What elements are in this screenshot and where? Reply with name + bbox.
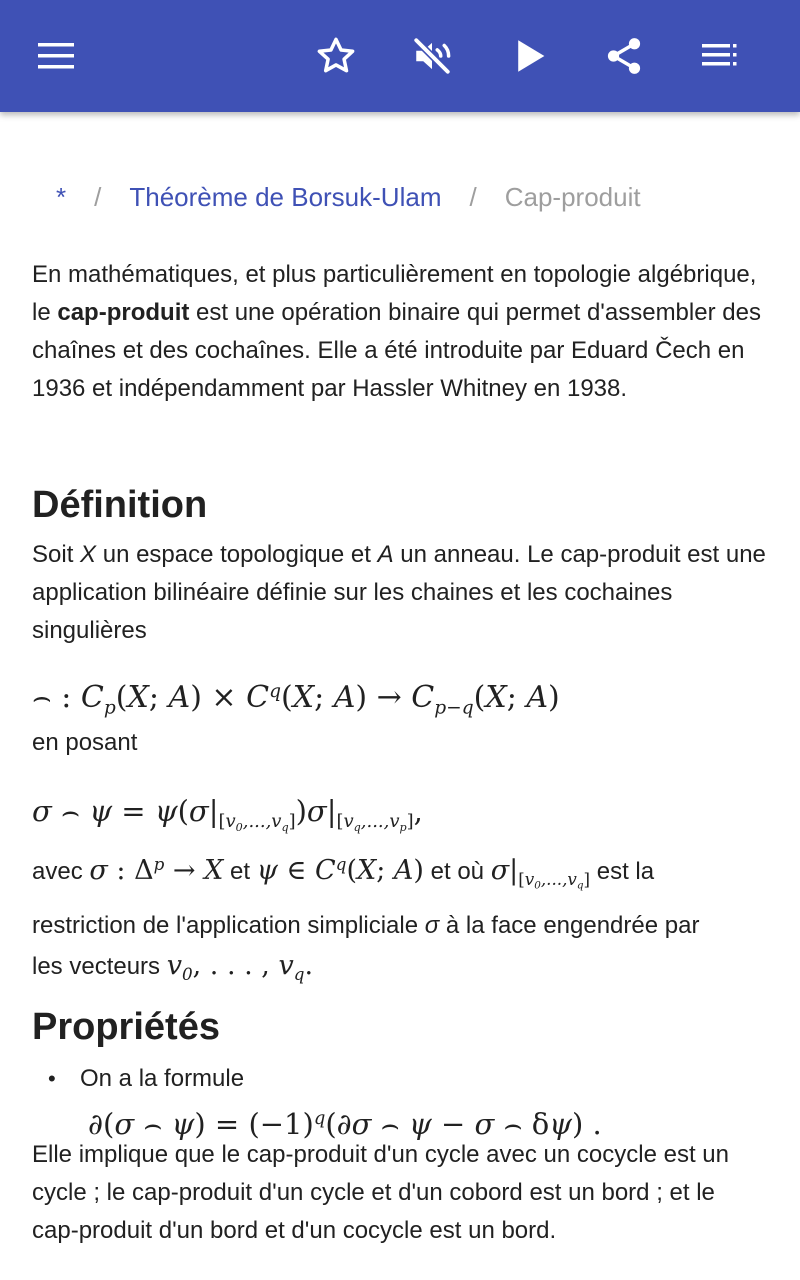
intro-paragraph: En mathématiques, et plus particulièrement en topologie algébrique, le cap-produit est une opération binaire qui permet d'assembler des chaînes et des cochaînes. Elle a été introduite par Eduard Čech en 1936 et indépendamment par Hassler Whitney en 1938. <box>32 261 761 402</box>
breadcrumb-parent-link[interactable]: Théorème de Borsuk-Ulam <box>129 182 442 212</box>
share-button[interactable] <box>596 28 652 84</box>
breadcrumb-separator: / <box>94 182 102 212</box>
properties-list <box>32 1060 768 1143</box>
definition-paragraph: Soit X un espace topologique et A un anneau. Le cap-produit est une application bilinéaire définie sur les chaines et les cochaines singulières <box>32 541 766 644</box>
breadcrumb <box>56 182 641 213</box>
share-icon <box>603 35 645 77</box>
en-posant-text: en posant <box>32 729 138 756</box>
volume-off-icon <box>411 35 453 77</box>
playlist-icon <box>700 41 740 71</box>
cap-product-map-formula: ⌢ : $C_p(X$; $A) \times C^q(X$; $A) \to C_{p-q}(X$; A) <box>32 680 560 719</box>
star-icon <box>315 35 357 77</box>
properties-conclusion-paragraph: Elle implique que le cap-produit d'un cycle avec un cocycle est un cycle ; le cap-produit d'un cycle et d'un cobord est un bord ; et le cap-produit d'un bord et d'un cocycle est un bord. <box>32 1141 729 1244</box>
app-toolbar <box>0 0 800 112</box>
article-content <box>0 112 800 1280</box>
breadcrumb-home-link[interactable]: * <box>56 182 67 212</box>
term-cap-produit: cap-produit <box>57 299 190 326</box>
menu-button[interactable] <box>28 28 84 84</box>
list-item: • On a la formule ∂(σ ⌢ $\psi) = (-1)^q(\partial\sigma$ ⌢ ψ − σ ⌢ δψ) . <box>32 1060 768 1143</box>
hamburger-menu-icon <box>36 41 76 71</box>
avec-paragraph: avec σ : $\Delta^p \to X$ et ψ ∈ $C^q(X$; A) et où $\sigma|_{[v_0,...,v_q]}$ est la restriction de l'application simpliciale σ à la face engendrée par les vecteurs $v_0$, . . . , $v_q$. <box>32 854 700 984</box>
bookmark-button[interactable] <box>308 28 364 84</box>
mute-button[interactable] <box>404 28 460 84</box>
breadcrumb-current: Cap-produit <box>504 182 641 212</box>
cap-product-definition-formula: σ ⌢ $\psi = \psi(\sigma|_{[v_0,...,v_q]})\sigma|_{[v_q,...,v_p]}$, <box>32 794 423 835</box>
boundary-formula: ∂(σ ⌢ $\psi) = (-1)^q(\partial\sigma$ ⌢ ψ − σ ⌢ δψ) . <box>88 1106 602 1141</box>
section-heading-definition: Définition <box>32 484 208 526</box>
breadcrumb-separator: / <box>469 182 477 212</box>
play-icon <box>514 39 546 73</box>
section-heading-proprietes: Propriétés <box>32 1006 220 1048</box>
table-of-contents-button[interactable] <box>692 28 748 84</box>
play-button[interactable] <box>502 28 558 84</box>
